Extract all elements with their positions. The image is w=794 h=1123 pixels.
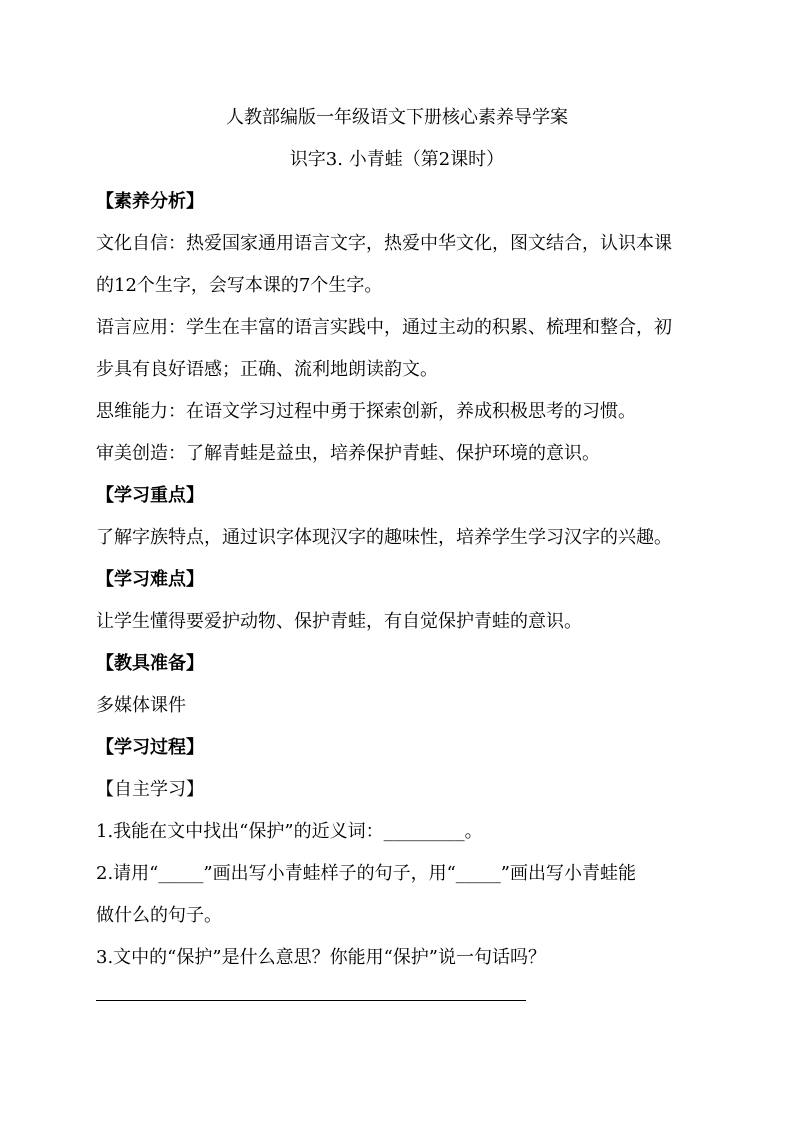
literacy-analysis-heading: 【素养分析】 — [96, 191, 204, 212]
question-1: 1.我能在文中找出“保护”的近义词：_________。 — [96, 821, 483, 842]
question-2-line-2: 做什么的句子。 — [96, 905, 222, 926]
answer-line — [96, 1000, 526, 1001]
literacy-text-line-2: 的12个生字，会写本课的7个生字。 — [96, 275, 383, 296]
lesson-subtitle: 识字3. 小青蛙（第2课时） — [289, 149, 505, 170]
document-title: 人教部编版一年级语文下册核心素养导学案 — [226, 107, 568, 128]
literacy-text-line-3: 语言应用：学生在丰富的语言实践中，通过主动的积累、梳理和整合，初 — [96, 317, 672, 338]
learning-process-heading: 【学习过程】 — [96, 737, 204, 758]
question-2-line-1: 2.请用“_____”画出写小青蛙样子的句子，用“_____”画出写小青蛙能 — [96, 863, 636, 884]
literacy-text-line-5: 思维能力：在语文学习过程中勇于探索创新，养成积极思考的习惯。 — [96, 401, 636, 422]
self-study-heading: 【自主学习】 — [96, 779, 204, 800]
literacy-text-line-1: 文化自信：热爱国家通用语言文字，热爱中华文化，图文结合，认识本课 — [96, 233, 672, 254]
teaching-tools-text: 多媒体课件 — [96, 695, 186, 716]
learning-focus-heading: 【学习重点】 — [96, 485, 204, 506]
learning-difficulty-heading: 【学习难点】 — [96, 569, 204, 590]
learning-focus-text: 了解字族特点，通过识字体现汉字的趣味性，培养学生学习汉字的兴趣。 — [96, 527, 672, 548]
question-3: 3.文中的“保护”是什么意思？你能用“保护”说一句话吗？ — [96, 947, 546, 968]
literacy-text-line-6: 审美创造：了解青蛙是益虫，培养保护青蛙、保护环境的意识。 — [96, 443, 600, 464]
literacy-text-line-4: 步具有良好语感；正确、流利地朗读韵文。 — [96, 359, 438, 380]
learning-difficulty-text: 让学生懂得要爱护动物、保护青蛙，有自觉保护青蛙的意识。 — [96, 611, 582, 632]
teaching-tools-heading: 【教具准备】 — [96, 653, 204, 674]
